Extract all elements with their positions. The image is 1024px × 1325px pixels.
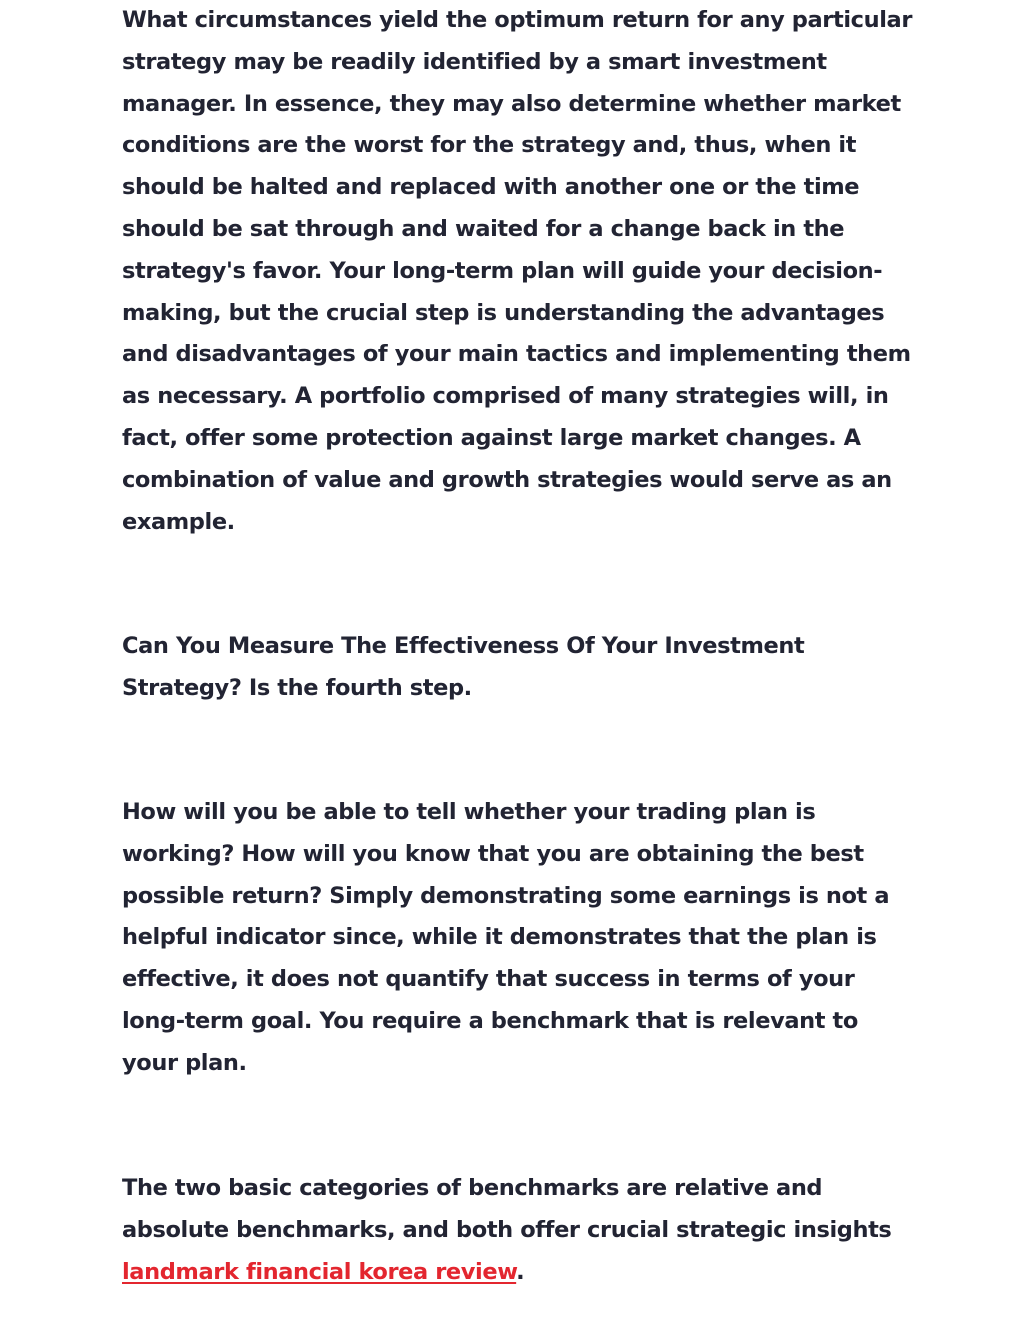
benchmarks-period: .: [516, 1258, 525, 1285]
benchmarks-text: The two basic categories of benchmarks are relative and absolute benchmarks, and both offer crucial strategic insights: [122, 1175, 892, 1243]
paragraph-measure-effectiveness: How will you be able to tell whether your trading plan is working? How will you know that you are obtaining the best possible return? Simply demonstrating some earnings is not a helpful indicator since, while it demonstrates that the plan is effective, it does not quantify that success in terms of your long-term goal. You require a benchmark that is relevant to your plan.: [122, 799, 890, 1076]
paragraph-benchmarks: [122, 1168, 912, 1293]
landmark-financial-review-link[interactable]: landmark financial korea review: [122, 1258, 517, 1285]
paragraph-strategy-circumstances: What circumstances yield the optimum return for any particular strategy may be readily identified by a smart investment manager. In essence, they may also determine whether market conditions are the worst for the strategy and, thus, when it should be halted and replaced with another one or the time should be sat through and waited for a change back in the strategy's favor. Your long-term plan will guide your decision-making, but the crucial step is understanding the advantages and disadvantages of your main tactics and implementing them as necessary. A portfolio comprised of many strategies will, in fact, offer some protection against large market changes. A combination of value and growth strategies would serve as an example.: [122, 7, 913, 535]
section-heading-fourth-step: Can You Measure The Effectiveness Of Your Investment Strategy? Is the fourth step.: [122, 633, 805, 701]
